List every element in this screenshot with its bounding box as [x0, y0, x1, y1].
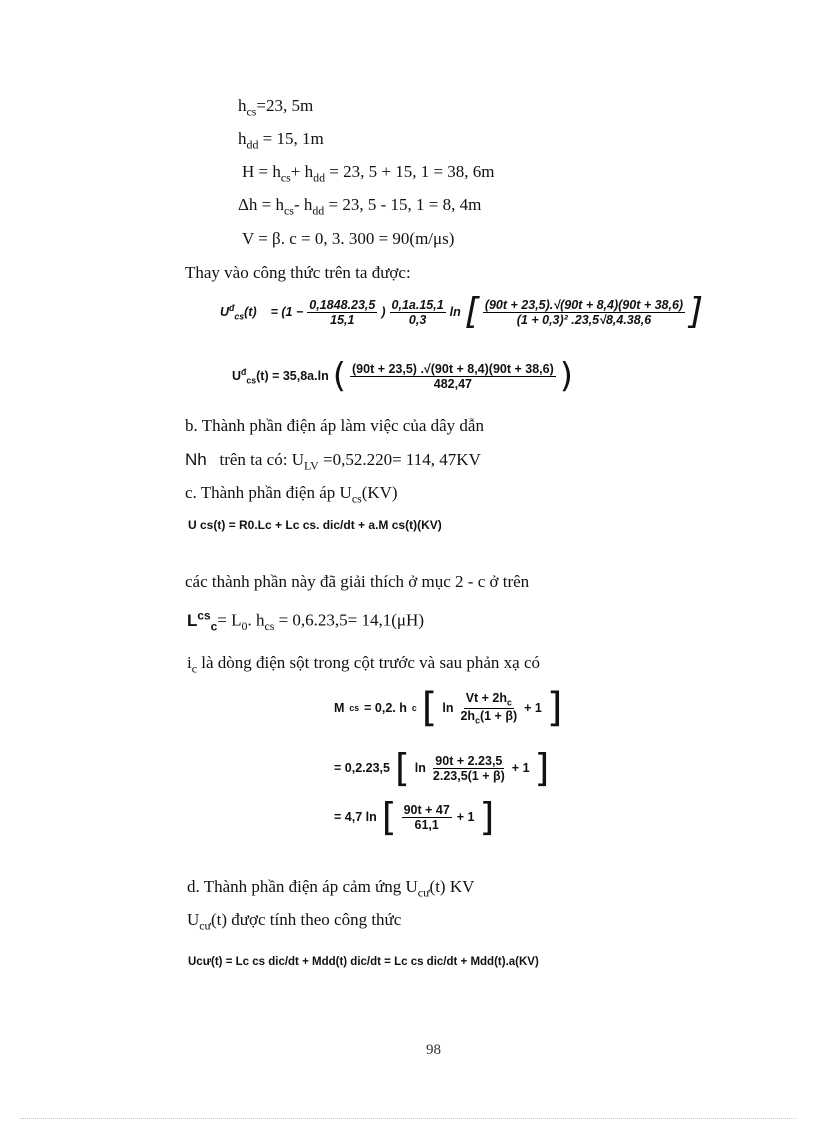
section-b-heading: b. Thành phần điện áp làm việc của dây dẫn — [185, 416, 484, 435]
ic-description: $i_c$ là dòng điện sột trong cột trước và sau phản xạ có — [187, 653, 541, 676]
page-bottom-divider — [20, 1118, 796, 1119]
equation-ucs-full: $U^đ_{cs}(t)$ = (1 − $\frac{0,1848.23,5}{15,1}$ ) $\frac{0,1a.15,1}{0,3}$ ln [ $\frac{(90t + 23,5).√(90t + 8,4)(90t + 38,6)}{\text{(1 + 0,3)² .23,5√8,4.38,6}}$ ] — [220, 291, 704, 332]
substitution-intro: Thay vào công thức trên ta được: — [185, 263, 411, 282]
param-hdd: $h_{dd} = 15$, 1m — [238, 129, 324, 152]
equation-ucu: Ucư(t) = Lc cs dic/dt + Mdd(t) dic/dt = Lc cs dic/dt + Mdd(t).a(KV) — [188, 956, 539, 968]
param-delta-h: $\Delta h = h_{cs}-$ $h_{dd} = 23$, 5 - 15, 1 = 8, 4m — [238, 195, 482, 218]
section-c-heading: c. Thành phần điện áp $U_{cs}(KV)$ — [185, 483, 398, 506]
equation-ucs-simplified: $U^đ_{cs}(t) = 35,8a.\ln$ ( $\frac{(90t + 23,5) .√(90t + 8,4)(90t + 38,6)}{482,47}$ ) — [232, 356, 574, 396]
page-number: 98 — [426, 1042, 441, 1058]
explain-line: các thành phần này đã giải thích ở mục 2 - c ở trên — [185, 572, 530, 591]
lc-cs-equation: $L^{cs}_c= L_0$. $h_{cs} = 0,6.23,5= 14,1(\mu H)$ — [187, 608, 424, 634]
mcs-equation-2: = 0,2.23,5 [ ln $\frac{90t + 2.23,5}{2.23,5(1 + \beta)}$ + 1 ] — [334, 746, 550, 790]
param-H: $H = h_{cs}+ h_{dd} = 23$, 5 + 15, 1 = 38, 6m — [242, 162, 495, 185]
mcs-equation-3: = 4,7 ln [ $\frac{90t + 47}{61,1}$ + 1 ] — [334, 795, 495, 839]
param-V: V = β. c = 0, 3. 300 = 90(m/μs) — [242, 229, 455, 248]
param-hcs: $h_{cs}=23$, 5m — [238, 96, 314, 119]
section-d-heading: d. Thành phần điện áp cảm ứng $U_{cư}(t)$ KV — [187, 877, 475, 900]
mcs-equation-1: M cs = 0,2. h c [ ln $\frac{Vt + 2h_c}{2h_c(1 + \beta)}$ + 1 ] — [334, 685, 563, 731]
ucu-formula-intro: $U_{cư}(t)$ được tính theo công thức — [187, 910, 402, 933]
equation-ucs-components: U cs(t) = R0.Lc + Lc cs. dic/dt + a.M cs(t)(KV) — [188, 518, 442, 532]
section-b-line2: Nh trên ta có: $U_{LV} =0,52.220= 114$, 47KV — [185, 450, 481, 473]
